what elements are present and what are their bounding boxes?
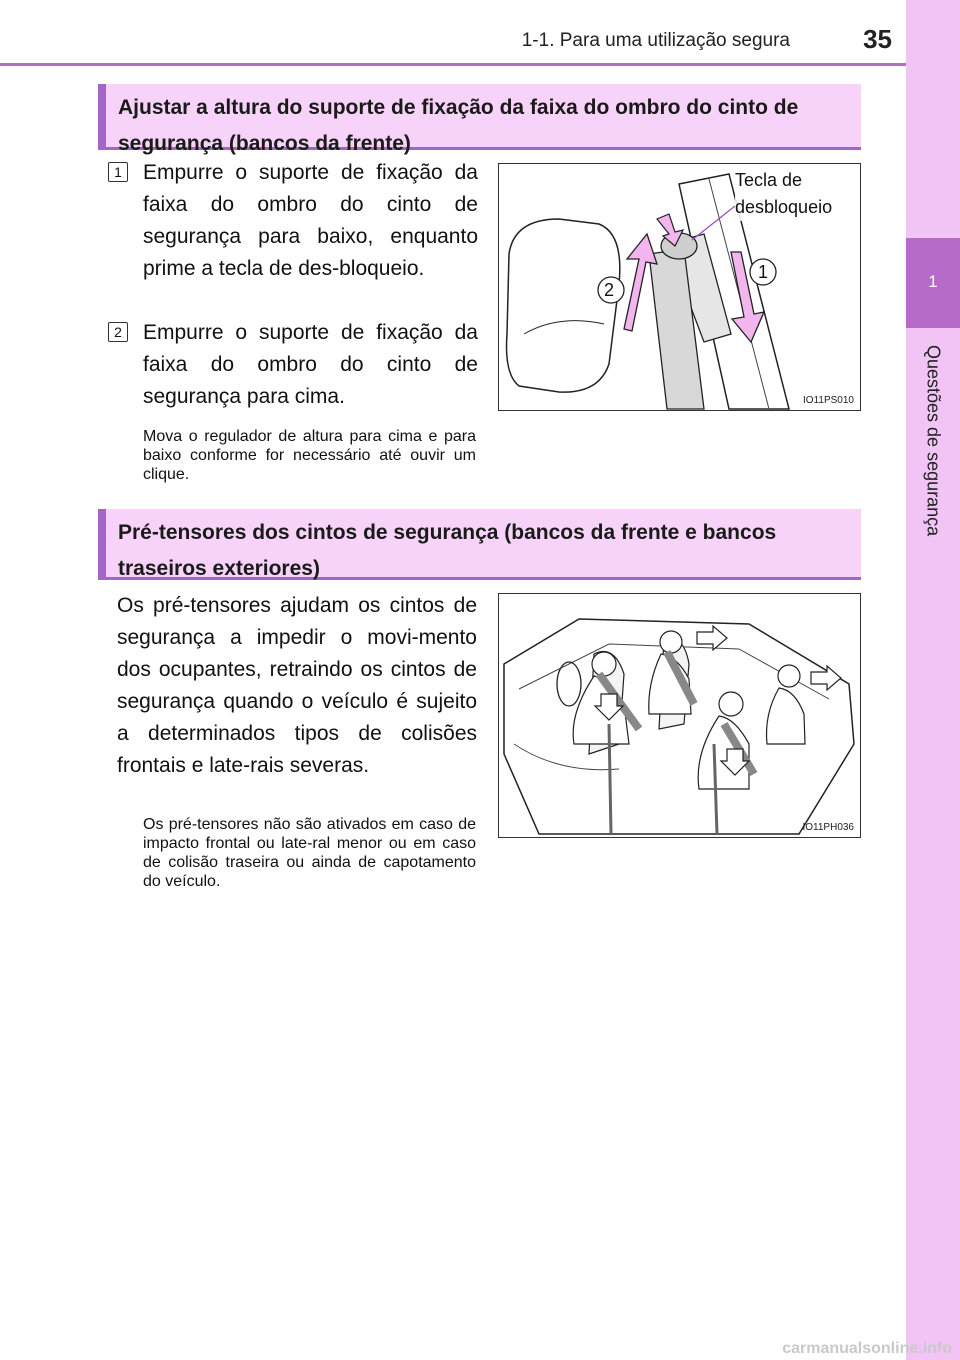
note-height-adjuster: Mova o regulador de altura para cima e para baixo conforme for necessário até ouvir um clique. bbox=[143, 428, 476, 483]
release-button-label-line1: Tecla de bbox=[735, 167, 802, 194]
step-2-text: Empurre o suporte de fixação da faixa do ombro do cinto de segurança para cima. bbox=[143, 321, 478, 408]
figure-code: IO11PS010 bbox=[803, 395, 854, 406]
section-heading-pretensioners: Pré-tensores dos cintos de segurança (bancos da frente e bancos traseiros exteriores) bbox=[98, 509, 861, 580]
figure-car-interior-pretensioners bbox=[498, 593, 861, 838]
step-1 bbox=[108, 157, 478, 285]
release-button-label-line2: desbloqueio bbox=[735, 194, 832, 221]
chapter-number-tab: 1 bbox=[906, 238, 960, 328]
section-heading-shoulder-anchor: Ajustar a altura do suporte de fixação da faixa do ombro do cinto de segurança (bancos da frente) bbox=[98, 84, 861, 150]
step-2 bbox=[108, 317, 478, 413]
step-1-text: Empurre o suporte de fixação da faixa do ombro do cinto de segurança para baixo, enquanto prime a tecla de des-bloqueio. bbox=[143, 161, 478, 280]
callout-1: 1 bbox=[758, 262, 769, 282]
pretensioner-paragraph: Os pré-tensores ajudam os cintos de segurança a impedir o movi-mento dos ocupantes, retraindo os cintos de segurança quando o veículo é sujeito a determinados tipos de colisões frontais e late-rais severas. bbox=[117, 594, 477, 777]
step-number-badge: 2 bbox=[108, 322, 128, 342]
page-number: 35 bbox=[863, 24, 892, 54]
running-header-section: 1-1. Para uma utilização segura bbox=[521, 30, 790, 51]
step-number-badge: 1 bbox=[108, 162, 128, 182]
figure-code: IO11PH036 bbox=[802, 822, 854, 833]
car-interior-illustration bbox=[499, 594, 861, 838]
figure-shoulder-anchor-adjustment bbox=[498, 163, 861, 411]
callout-2: 2 bbox=[604, 280, 615, 300]
source-watermark: carmanualsonline.info bbox=[782, 1340, 952, 1357]
note-pretensioner-activation: Os pré-tensores não são ativados em caso de impacto frontal ou late-ral menor ou em caso de colisão traseira ou ainda de capotamento do veículo. bbox=[143, 816, 476, 890]
chapter-title-vertical: Questões de segurança bbox=[923, 345, 944, 537]
header-divider bbox=[0, 63, 906, 66]
chapter-side-strip bbox=[906, 0, 960, 1360]
